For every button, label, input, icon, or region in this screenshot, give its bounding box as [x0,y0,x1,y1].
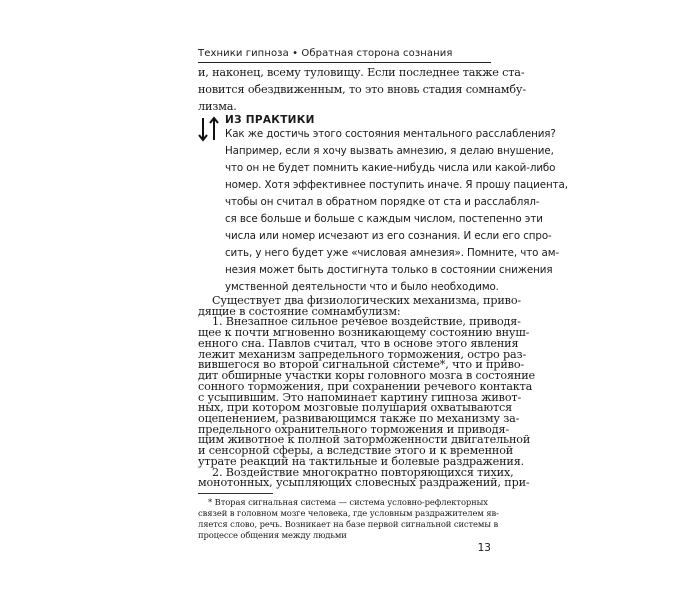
body-line: 1. Внезапное сильное речевое воздействие, приводя- [212,315,521,329]
practice-line: чтобы он считал в обратном порядке от ста и расслаблял- [225,196,540,208]
page-number: 13 [477,542,491,554]
intro-line: лизма. [198,100,237,113]
practice-line: умственной деятельности что и было необходимо. [225,281,499,293]
body-line: ных, при котором мозговые полушария охватываются [198,401,513,415]
footnote-rule [198,493,273,494]
body-line: монотонных, усыпляющих словесных раздражений, при- [198,476,530,490]
practice-line: ся все больше и больше с каждым числом, постепенно эти [225,213,543,225]
body-line: лежит механизм запредельного торможения, остро раз- [198,347,527,361]
intro-line: и, наконец, всему туловищу. Если последнее также ста- [198,66,525,79]
practice-line: Как же достичь этого состояния ментального расслабления? [225,128,556,140]
practice-line: Например, если я хочу вызвать амнезию, я делаю внушение, [225,145,554,157]
intro-line: новится обездвиженным, то это вновь стадия сомнамбу- [198,83,526,96]
header-rule [198,62,491,63]
practice-line: сить, у него будет уже «числовая амнезия». Помните, что ам- [225,247,560,259]
body-line: вившегося во второй сигнальной системе*, что и приво- [198,358,525,372]
footnote-line: связей в головном мозге человека, где условным раздражителем яв- [198,508,499,518]
body-line: утрате реакций на тактильные и болевые раздражения. [198,454,525,468]
footnote-line: процессе общения между людьми [198,530,347,540]
body-line: и сенсорной сферы, а вследствие этого и к временной [198,444,514,458]
practice-line: незия может быть достигнута только в состоянии снижения [225,264,553,276]
practice-line: числа или номер исчезают из его сознания. И если его спро- [225,230,552,242]
practice-title: ИЗ ПРАКТИКИ [225,114,315,126]
body-line: оцепенением, развивающимся также по механизму за- [198,411,520,425]
body-line: 2. Воздействие многократно повторяющихся тихих, [212,465,514,479]
body-line: щее к почти мгновенно возникающему состоянию внуш- [198,326,530,340]
body-line: дящие в состояние сомнамбулизм: [198,304,401,318]
running-head: Техники гипноза • Обратная сторона сознания [198,48,453,59]
body-line: предельного охранительного торможения и приводя- [198,422,510,436]
body-line: с усыпившим. Это напоминает картину гипноза живот- [198,390,522,404]
body-line: Существует два физиологических механизма, приво- [212,294,522,307]
up-down-arrows-icon [198,116,220,142]
body-line: щим животное к полной заторможенности двигательной [198,433,531,447]
footnote-line: * Вторая сигнальная система — система условно-рефлекторных [208,497,488,507]
body-line: енного сна. Павлов считал, что в основе этого явления [198,336,519,350]
practice-line: что он не будет помнить какие-нибудь числа или какой-либо [225,162,556,174]
footnote-line: ляется слово, речь. Возникает на базе первой сигнальной системы в [198,519,499,529]
body-line: дит обширные участки коры головного мозга в состояние [198,369,535,383]
body-line: сонного торможения, при сохранении речевого контакта [198,379,533,393]
practice-line: номер. Хотя эффективнее поступить иначе. Я прошу пациента, [225,179,568,191]
